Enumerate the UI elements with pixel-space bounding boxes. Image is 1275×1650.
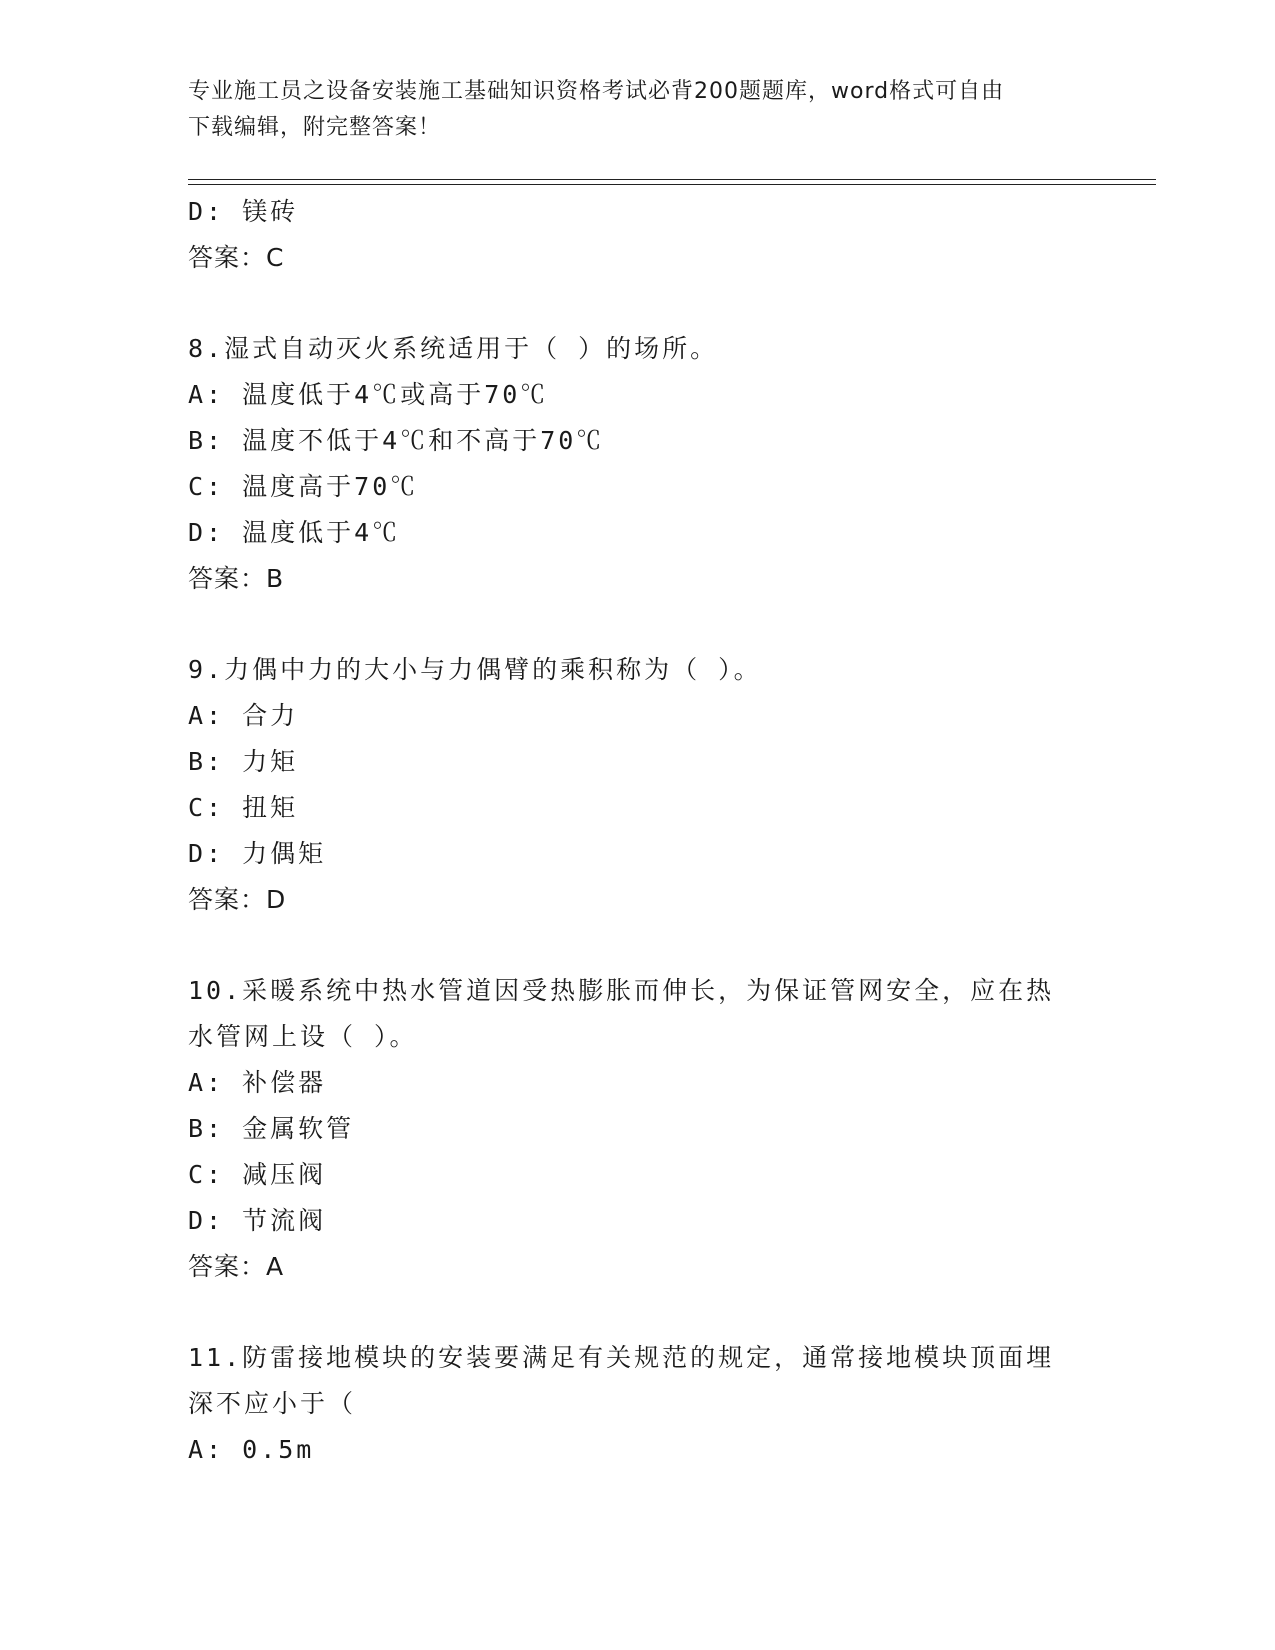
spacer <box>188 923 1088 968</box>
q9-answer: 答案：D <box>188 885 287 914</box>
q9-stem: 9.力偶中力的大小与力偶臂的乘积称为（ ）。 <box>188 655 762 684</box>
q10-option-c: C: 减压阀 <box>188 1160 327 1189</box>
q10-answer: 答案：A <box>188 1252 285 1281</box>
prev-answer: 答案：C <box>188 243 285 272</box>
q8-stem: 8.湿式自动灭火系统适用于（ ）的场所。 <box>188 334 719 363</box>
header-line-2: 下载编辑，附完整答案！ <box>188 115 442 140</box>
q10-option-a: A: 补偿器 <box>188 1068 327 1097</box>
q10-stem-line-2: 水管网上设（ ）。 <box>188 1022 418 1051</box>
q9-option-b: B: 力矩 <box>188 747 299 776</box>
q11-stem-line-1: 11.防雷接地模块的安装要满足有关规范的规定，通常接地模块顶面埋 <box>188 1343 1055 1372</box>
q9-option-a: A: 合力 <box>188 701 299 730</box>
q8-option-c: C: 温度高于70℃ <box>188 472 419 501</box>
q11-stem-line-2: 深不应小于（ <box>188 1389 357 1418</box>
header-divider-top <box>188 179 1156 180</box>
q8-option-b: B: 温度不低于4℃和不高于70℃ <box>188 426 605 455</box>
q9-option-d: D: 力偶矩 <box>188 839 327 868</box>
question-list <box>188 189 1088 1473</box>
header-divider-bottom <box>188 184 1156 185</box>
q8-answer: 答案：B <box>188 564 285 593</box>
document-header <box>188 74 1088 146</box>
spacer <box>188 1290 1088 1335</box>
q8-option-d: D: 温度低于4℃ <box>188 518 401 547</box>
q9-option-c: C: 扭矩 <box>188 793 299 822</box>
q10-option-d: D: 节流阀 <box>188 1206 327 1235</box>
q11-option-a: A: 0.5m <box>188 1435 315 1464</box>
header-line-1: 专业施工员之设备安装施工基础知识资格考试必背200题题库，word格式可自由 <box>188 79 1005 104</box>
prev-option-d: D: 镁砖 <box>188 197 299 226</box>
q10-option-b: B: 金属软管 <box>188 1114 355 1143</box>
q10-stem-line-1: 10.采暖系统中热水管道因受热膨胀而伸长，为保证管网安全，应在热 <box>188 976 1055 1005</box>
spacer <box>188 281 1088 326</box>
spacer <box>188 602 1088 647</box>
q8-option-a: A: 温度低于4℃或高于70℃ <box>188 380 549 409</box>
